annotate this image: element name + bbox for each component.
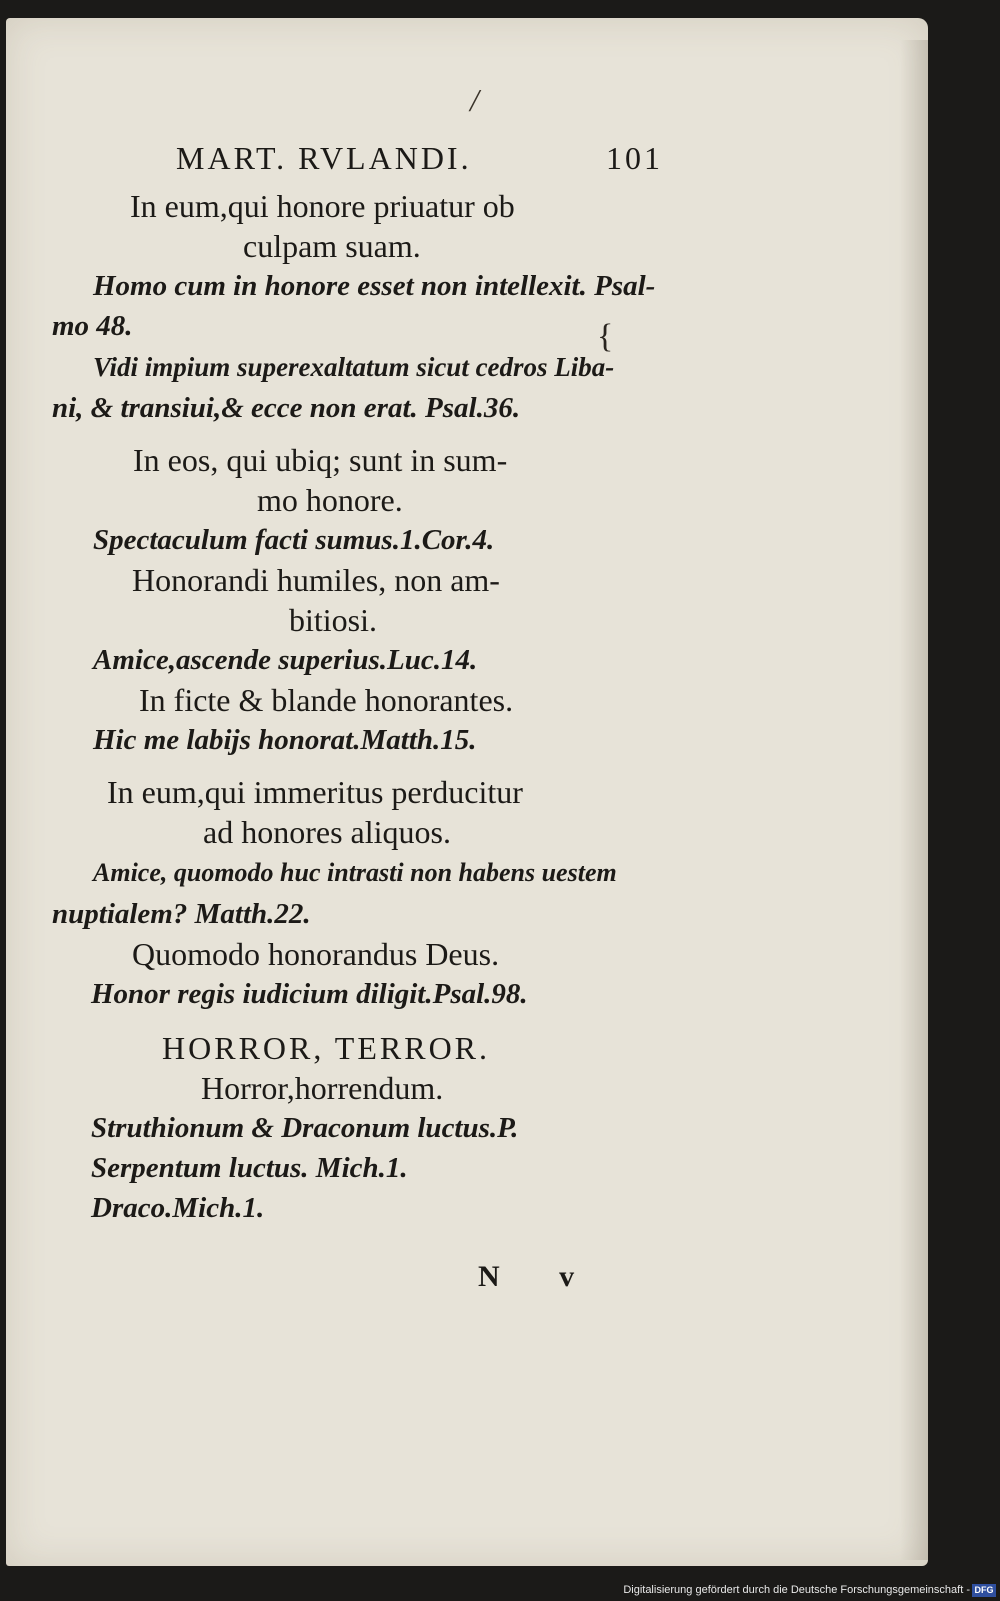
- page-number: 101: [606, 140, 663, 176]
- section-heading: HORROR, TERROR.: [162, 1030, 491, 1066]
- footer-credit: Digitalisierung gefördert durch die Deutsche Forschungsgemeinschaft -: [623, 1584, 970, 1596]
- heading: ad honores aliquos.: [203, 814, 451, 850]
- quotation: nuptialem? Matth.22.: [52, 898, 311, 930]
- heading: Honorandi humiles, non am-: [132, 562, 500, 598]
- margin-bracket: {: [597, 318, 614, 355]
- quotation: Amice, quomodo huc intrasti non habens uestem: [93, 858, 617, 887]
- heading: In ficte & blande honorantes.: [139, 682, 514, 718]
- quotation: Amice,ascende superius.Luc.14.: [93, 644, 478, 676]
- quotation: mo 48.: [52, 310, 133, 342]
- quotation: Draco.Mich.1.: [91, 1192, 265, 1224]
- quotation: Serpentum luctus. Mich.1.: [91, 1152, 408, 1184]
- dfg-logo-icon: DFG: [972, 1584, 996, 1597]
- quotation: Spectaculum facti sumus.1.Cor.4.: [93, 524, 495, 556]
- running-head: MART. RVLANDI.: [176, 140, 472, 176]
- quotation: Vidi impium superexaltatum sicut cedros Liba-: [93, 352, 615, 382]
- quotation: Hic me labijs honorat.Matth.15.: [93, 724, 477, 756]
- heading: Quomodo honorandus Deus.: [132, 936, 500, 972]
- heading: bitiosi.: [289, 602, 378, 638]
- catchword: N v: [478, 1260, 601, 1293]
- heading: Horror,horrendum.: [201, 1070, 444, 1106]
- heading: In eum,qui honore priuatur ob: [130, 188, 515, 224]
- heading: In eum,qui immeritus perducitur: [107, 774, 523, 810]
- quotation: Homo cum in honore esset non intellexit. Psal-: [93, 270, 656, 302]
- quotation: Struthionum & Draconum luctus.P.: [91, 1112, 519, 1144]
- heading: culpam suam.: [243, 228, 421, 264]
- heading: mo honore.: [257, 482, 403, 518]
- quotation: ni, & transiui,& ecce non erat. Psal.36.: [52, 392, 521, 424]
- heading: In eos, qui ubiq; sunt in sum-: [133, 442, 508, 478]
- handwritten-mark: /: [470, 82, 479, 118]
- quotation: Honor regis iudicium diligit.Psal.98.: [91, 978, 528, 1010]
